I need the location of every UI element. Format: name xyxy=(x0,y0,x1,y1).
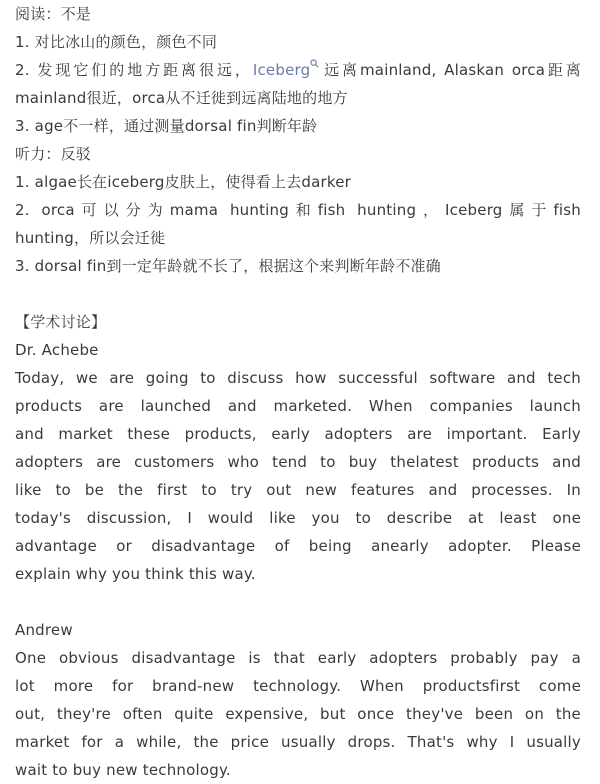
reading-point-2-line-1 xyxy=(15,56,581,84)
reading-point-3: 3. age不一样，通过测量dorsal fin判断年龄 xyxy=(15,117,318,135)
listening-point-2-line-1: 2. orca可以分为mama hunting和fish hunting，Iceberg属于fish xyxy=(15,201,581,219)
reading-point-2-after: 远离mainland, Alaskan orca距离 xyxy=(321,61,581,79)
listening-point-2-line-2: hunting，所以会迁徙 xyxy=(15,229,166,247)
student-paragraph-line: lot more for brand-new technology. When productsfirst come xyxy=(15,677,581,695)
listening-point-1: 1. algae长在iceberg皮肤上，使得看上去darker xyxy=(15,173,352,191)
professor-name: Dr. Achebe xyxy=(15,341,99,359)
student-paragraph-line: One obvious disadvantage is that early adopters probably pay a xyxy=(15,649,581,667)
reading-point-1: 1. 对比冰山的颜色，颜色不同 xyxy=(15,33,218,51)
professor-paragraph-line: products are launched and marketed. When companies launch xyxy=(15,397,581,415)
student-paragraph-line: market for a while, the price usually drops. That's why I usually xyxy=(15,733,581,751)
student-paragraph-line: out, they're often quite expensive, but once they've been on the xyxy=(15,705,581,723)
professor-paragraph-line: and market these products, early adopters are important. Early xyxy=(15,425,581,443)
iceberg-link[interactable]: Iceberg xyxy=(252,61,311,79)
professor-paragraph-line: explain why you think this way. xyxy=(15,565,256,583)
reading-point-2-line-2: mainland很近，orca从不迁徙到远离陆地的地方 xyxy=(15,89,348,107)
professor-paragraph-line: advantage or disadvantage of being anearly adopter. Please xyxy=(15,537,581,555)
student-name: Andrew xyxy=(15,621,73,639)
listening-header: 听力：反驳 xyxy=(15,145,92,163)
professor-paragraph-line: Today, we are going to discuss how successful software and tech xyxy=(15,369,581,387)
discussion-header: 【学术讨论】 xyxy=(15,313,107,331)
search-icon[interactable] xyxy=(310,59,319,68)
student-paragraph-line: wait to buy new technology. xyxy=(15,761,231,779)
professor-paragraph-line: adopters are customers who tend to buy thelatest products and xyxy=(15,453,581,471)
reading-header: 阅读：不是 xyxy=(15,5,92,23)
professor-paragraph-line: like to be the first to try out new features and processes. In xyxy=(15,481,581,499)
reading-point-2-before: 2. 发现它们的地方距离很远， xyxy=(15,61,253,79)
professor-paragraph-line: today's discussion, I would like you to describe at least one xyxy=(15,509,581,527)
listening-point-3: 3. dorsal fin到一定年龄就不长了，根据这个来判断年龄不准确 xyxy=(15,257,441,275)
